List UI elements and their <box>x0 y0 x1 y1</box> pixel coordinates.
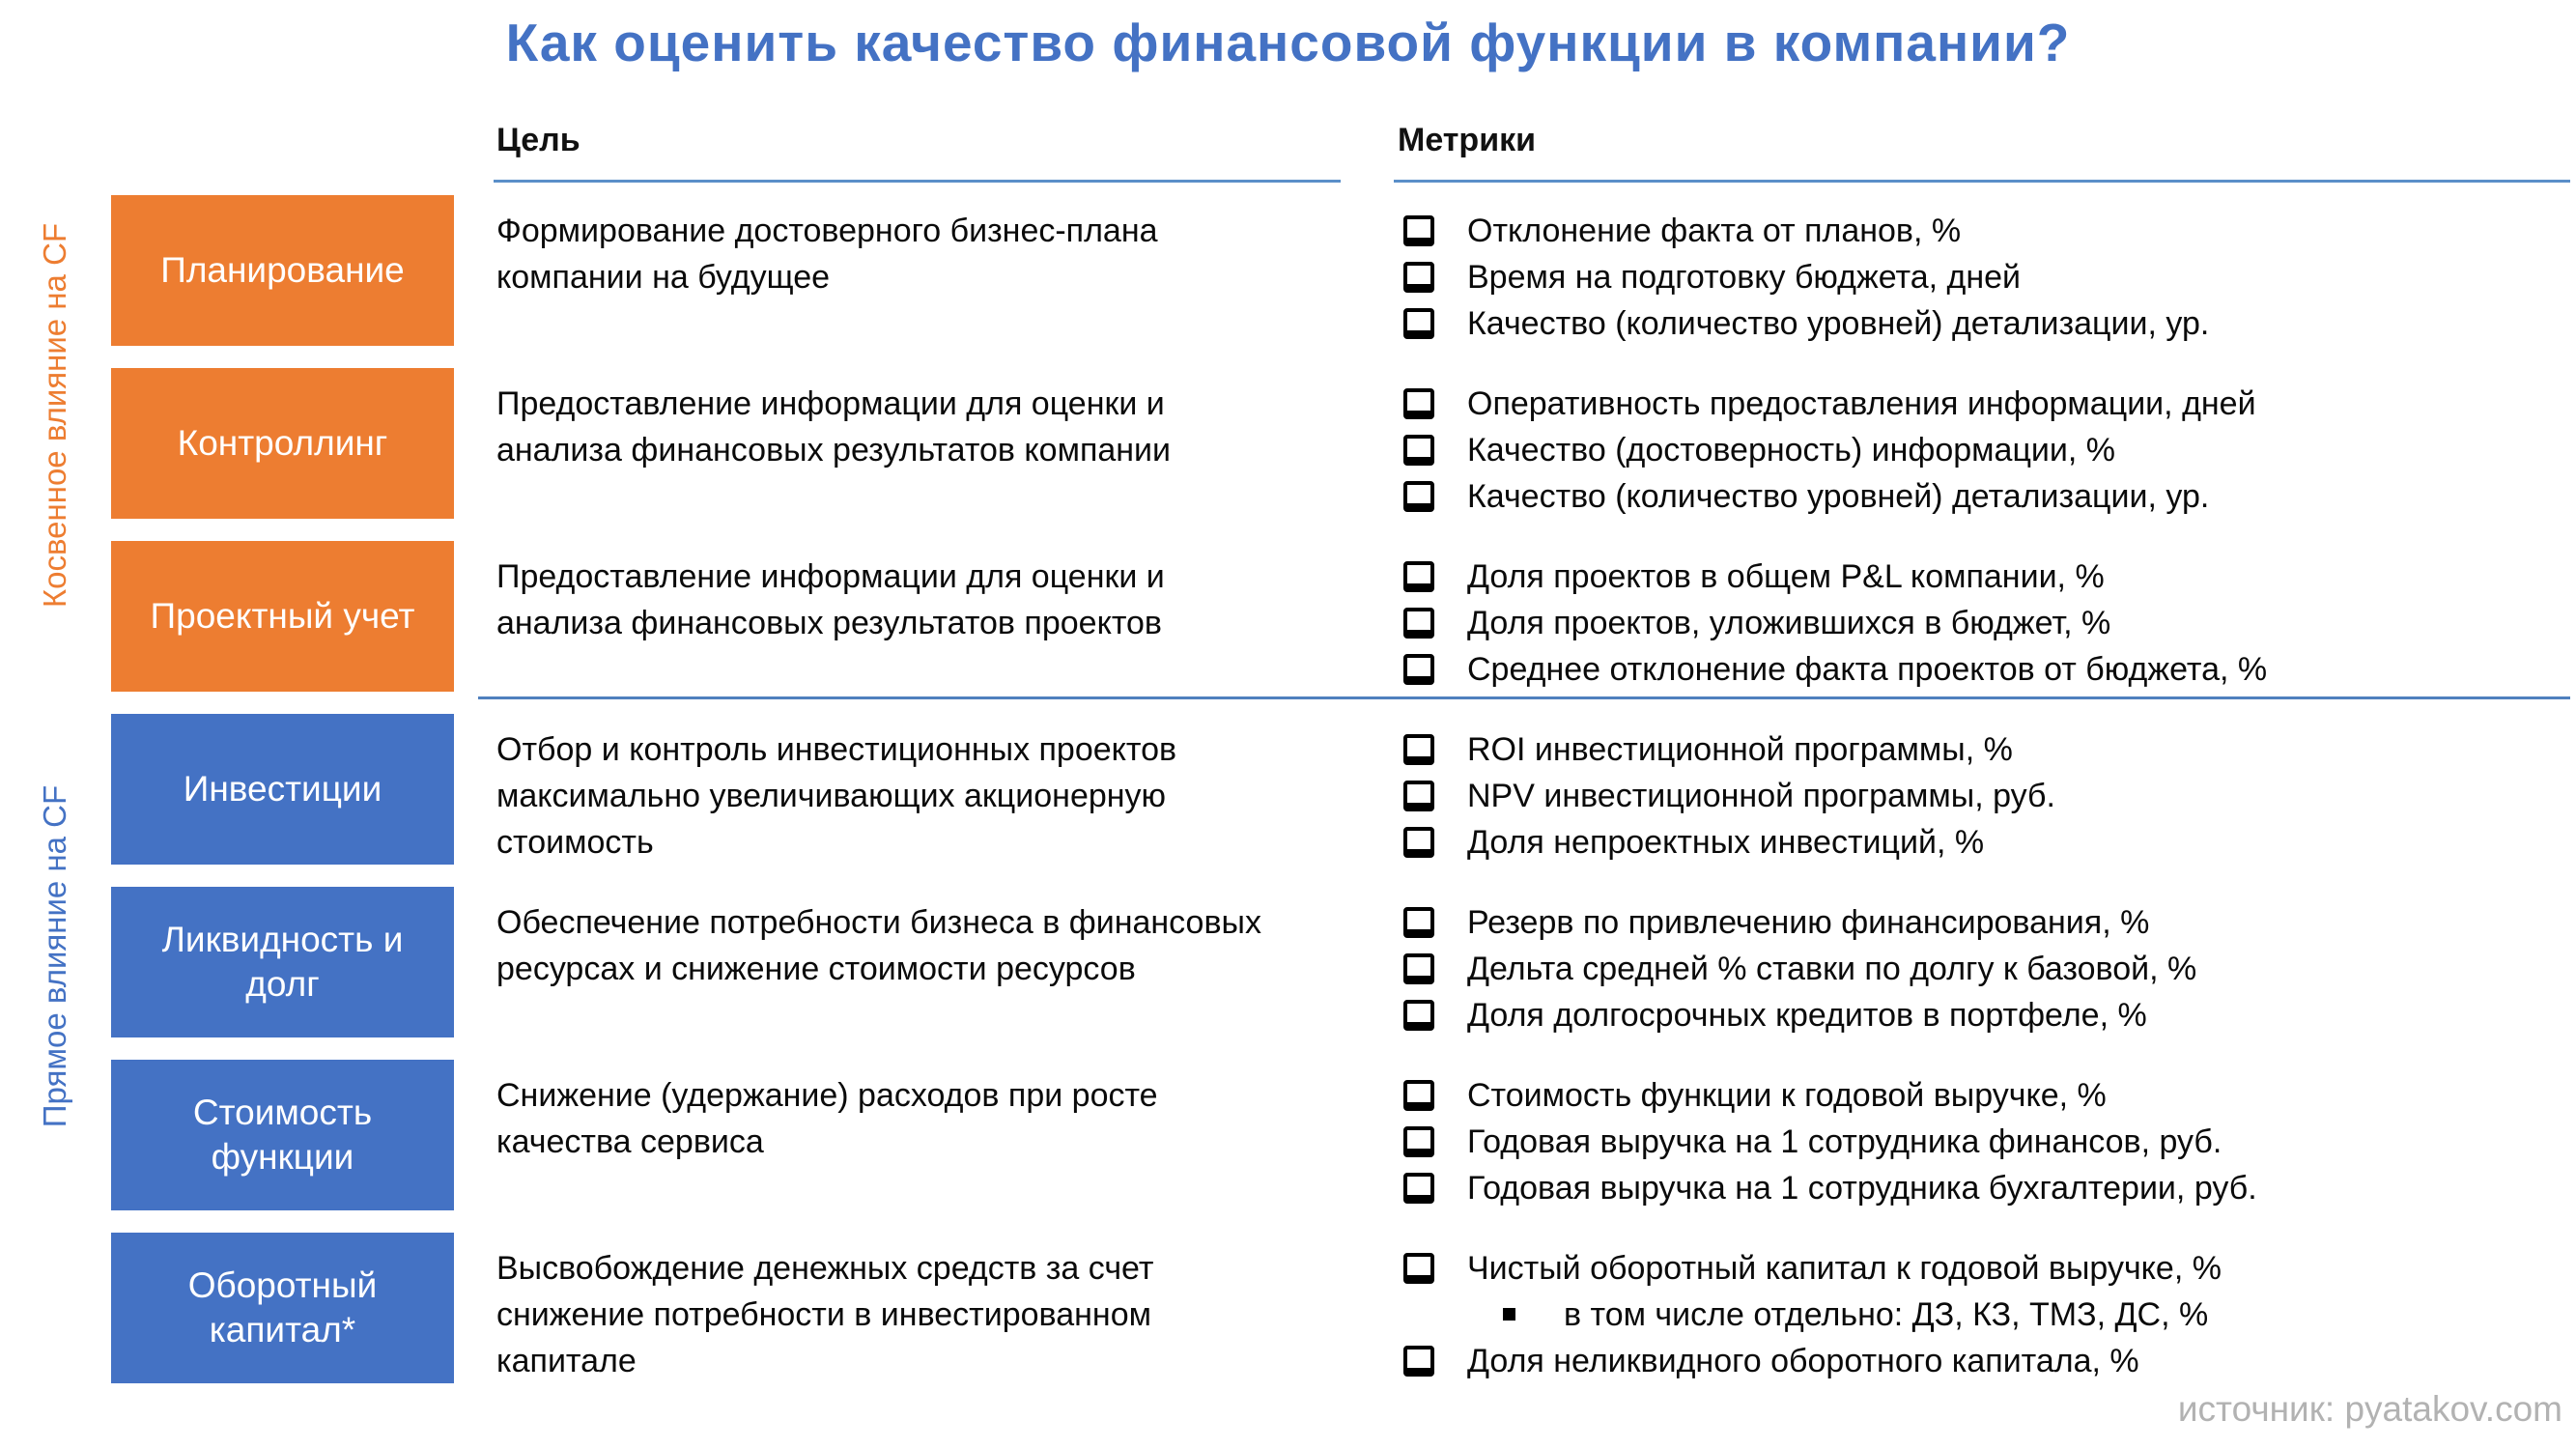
metric-item <box>1394 254 2576 300</box>
group-label-direct-cf: Прямое влияние на CF <box>37 784 72 1128</box>
metric-text: Доля неликвидного оборотного капитала, % <box>1467 1343 2139 1379</box>
group-label-indirect-cf: Косвенное влияние на CF <box>37 222 72 609</box>
metric-text: Годовая выручка на 1 сотрудника бухгалтерии, руб. <box>1467 1170 2257 1207</box>
checkbox-bullet-icon <box>1403 1000 1434 1031</box>
function-box: Проектный учет <box>111 541 454 692</box>
metrics-list <box>1394 1060 2576 1211</box>
column-header-metrics: Метрики <box>1398 122 1537 158</box>
checkbox-bullet-icon <box>1403 561 1434 592</box>
sub-metric-item <box>1394 1292 2576 1338</box>
metric-text: ROI инвестиционной программы, % <box>1467 731 2013 768</box>
metrics-list <box>1394 714 2576 866</box>
metric-item <box>1394 427 2576 473</box>
metrics-header-rule <box>1394 180 2570 183</box>
checkbox-bullet-icon <box>1403 654 1434 685</box>
metric-item <box>1394 600 2576 646</box>
page-title: Как оценить качество финансовой функции в компании? <box>505 13 2071 72</box>
metric-text: Годовая выручка на 1 сотрудника финансов, руб. <box>1467 1123 2222 1160</box>
metric-item <box>1394 819 2576 866</box>
metric-item <box>1394 1072 2576 1119</box>
function-row-investments <box>0 714 2576 868</box>
metrics-list <box>1394 195 2576 347</box>
metric-text: Качество (количество уровней) детализации, ур. <box>1467 305 2210 342</box>
checkbox-bullet-icon <box>1403 215 1434 246</box>
metric-text: Качество (количество уровней) детализации, ур. <box>1467 478 2210 515</box>
metric-text: Резерв по привлечению финансирования, % <box>1467 904 2150 941</box>
source-credit: источник: pyatakov.com <box>2177 1389 2562 1429</box>
metric-text: Стоимость функции к годовой выручке, % <box>1467 1077 2107 1114</box>
metric-text: Отклонение факта от планов, % <box>1467 213 1962 249</box>
checkbox-bullet-icon <box>1403 953 1434 984</box>
metric-text: Качество (достоверность) информации, % <box>1467 432 2116 469</box>
function-box: Контроллинг <box>111 368 454 519</box>
metric-item <box>1394 992 2576 1038</box>
metrics-list <box>1394 541 2576 693</box>
metric-text: NPV инвестиционной программы, руб. <box>1467 778 2055 814</box>
metric-item <box>1394 473 2576 520</box>
metric-item <box>1394 646 2576 693</box>
metric-text: Дельта средней % ставки по долгу к базовой, % <box>1467 951 2197 987</box>
metric-item <box>1394 726 2576 773</box>
metrics-list <box>1394 368 2576 520</box>
checkbox-bullet-icon <box>1403 388 1434 419</box>
metric-text: Доля долгосрочных кредитов в портфеле, % <box>1467 997 2147 1034</box>
checkbox-bullet-icon <box>1403 907 1434 938</box>
checkbox-bullet-icon <box>1403 781 1434 811</box>
metrics-list <box>1394 887 2576 1038</box>
goal-text: Отбор и контроль инвестиционных проектов максимально увеличивающих акционерную стоимость <box>496 731 1177 861</box>
metric-item <box>1394 554 2576 600</box>
checkbox-bullet-icon <box>1403 734 1434 765</box>
metric-item <box>1394 773 2576 819</box>
metric-item <box>1394 1245 2576 1292</box>
metric-text: Доля проектов, уложившихся в бюджет, % <box>1467 605 2111 641</box>
metric-text: Доля проектов в общем P&L компании, % <box>1467 558 2105 595</box>
function-row-working-capital <box>0 1233 2576 1387</box>
function-box: Оборотный капитал* <box>111 1233 454 1383</box>
metrics-list <box>1394 1233 2576 1384</box>
function-box: Инвестиции <box>111 714 454 865</box>
group-divider-line <box>478 696 2570 699</box>
function-row-controlling <box>0 368 2576 523</box>
column-header-goal: Цель <box>496 122 580 158</box>
metric-item <box>1394 946 2576 992</box>
goal-text: Формирование достоверного бизнес-плана компании на будущее <box>496 213 1158 296</box>
metric-item <box>1394 381 2576 427</box>
checkbox-bullet-icon <box>1403 262 1434 293</box>
metric-text: Оперативность предоставления информации, дней <box>1467 385 2256 422</box>
function-row-planning <box>0 195 2576 350</box>
goal-text: Снижение (удержание) расходов при росте качества сервиса <box>496 1077 1158 1160</box>
metric-text: Доля непроектных инвестиций, % <box>1467 824 1985 861</box>
checkbox-bullet-icon <box>1403 1173 1434 1204</box>
metric-item <box>1394 899 2576 946</box>
function-box: Стоимость функции <box>111 1060 454 1210</box>
checkbox-bullet-icon <box>1403 308 1434 339</box>
function-row-project-accounting <box>0 541 2576 696</box>
metric-item <box>1394 1338 2576 1384</box>
checkbox-bullet-icon <box>1403 608 1434 639</box>
metric-item <box>1394 208 2576 254</box>
function-row-function-cost <box>0 1060 2576 1214</box>
checkbox-bullet-icon <box>1403 1346 1434 1377</box>
goal-text: Предоставление информации для оценки и анализа финансовых результатов компании <box>496 385 1172 469</box>
goal-header-rule <box>494 180 1341 183</box>
function-box: Планирование <box>111 195 454 346</box>
sub-metric-text: в том числе отдельно: ДЗ, КЗ, ТМЗ, ДС, % <box>1564 1296 2209 1333</box>
goal-text: Высвобождение денежных средств за счет снижение потребности в инвестированном капитале <box>496 1250 1154 1379</box>
checkbox-bullet-icon <box>1403 827 1434 858</box>
checkbox-bullet-icon <box>1403 481 1434 512</box>
checkbox-bullet-icon <box>1403 1126 1434 1157</box>
metric-item <box>1394 300 2576 347</box>
metric-text: Время на подготовку бюджета, дней <box>1467 259 2022 296</box>
checkbox-bullet-icon <box>1403 1080 1434 1111</box>
metric-item <box>1394 1165 2576 1211</box>
function-box: Ликвидность и долг <box>111 887 454 1037</box>
metric-item <box>1394 1119 2576 1165</box>
checkbox-bullet-icon <box>1403 1253 1434 1284</box>
goal-text: Предоставление информации для оценки и анализа финансовых результатов проектов <box>496 558 1165 641</box>
checkbox-bullet-icon <box>1403 435 1434 466</box>
square-bullet-icon <box>1503 1308 1515 1321</box>
goal-text: Обеспечение потребности бизнеса в финансовых ресурсах и снижение стоимости ресурсов <box>496 904 1261 987</box>
metric-text: Чистый оборотный капитал к годовой выручке, % <box>1467 1250 2222 1287</box>
metric-text: Среднее отклонение факта проектов от бюджета, % <box>1467 651 2268 688</box>
function-row-liquidity-debt <box>0 887 2576 1041</box>
